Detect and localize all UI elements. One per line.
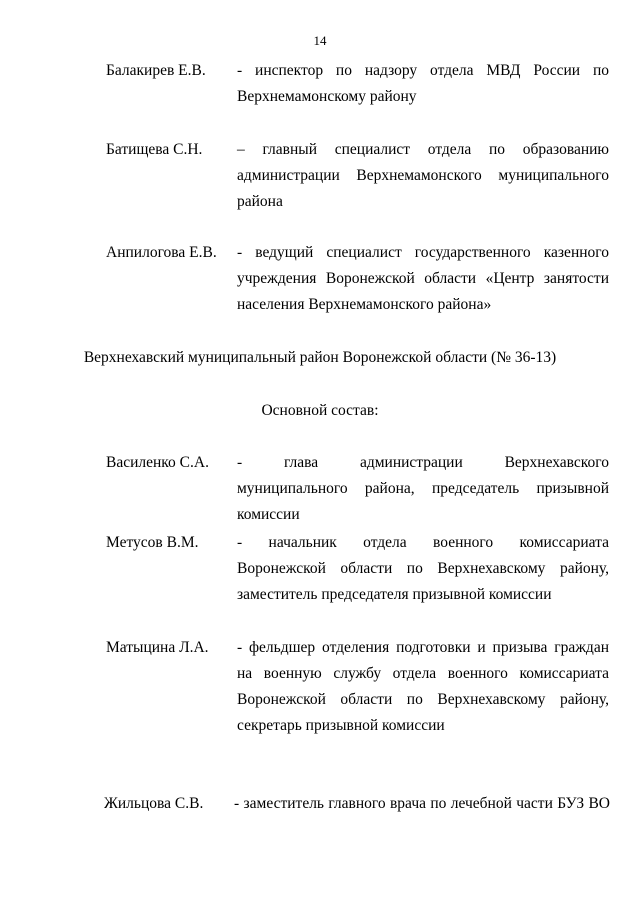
member-role: - заместитель главного врача по лечебной части БУЗ ВО [234, 795, 610, 812]
member-name: Жильцова С.В. [104, 795, 204, 812]
member-name: Анпилогова Е.В. [106, 244, 217, 261]
district-heading: Верхнехавский муниципальный район Воронежской области (№ 36-13) [83, 349, 557, 366]
member-role: - ведущий специалист государственного казенного учреждения Воронежской области «Центр занятости населения Верхнемамонского района» [237, 244, 609, 313]
member-role: - глава администрации Верхнехавского муниципального района, председатель призывной комиссии [237, 454, 609, 523]
member-name: Балакирев Е.В. [106, 62, 206, 79]
composition-heading: Основной состав: [261, 402, 379, 419]
member-name: Матыцина Л.А. [106, 639, 209, 656]
member-name: Василенко С.А. [106, 454, 209, 471]
member-name: Метусов В.М. [106, 534, 199, 551]
member-name: Батищева С.Н. [106, 141, 203, 158]
member-role: - фельдшер отделения подготовки и призыва граждан на военную службу отдела военного комиссариата Воронежской области по Верхнехавскому району, секретарь призывной комиссии [237, 639, 609, 734]
page-number: 14 [313, 33, 327, 48]
member-role: – главный специалист отдела по образованию администрации Верхнемамонского муниципального района [237, 141, 609, 210]
member-role: - инспектор по надзору отдела МВД России по Верхнемамонскому району [237, 62, 609, 105]
member-role: - начальник отдела военного комиссариата Воронежской области по Верхнехавскому району, заместитель председателя призывной комиссии [237, 534, 609, 603]
